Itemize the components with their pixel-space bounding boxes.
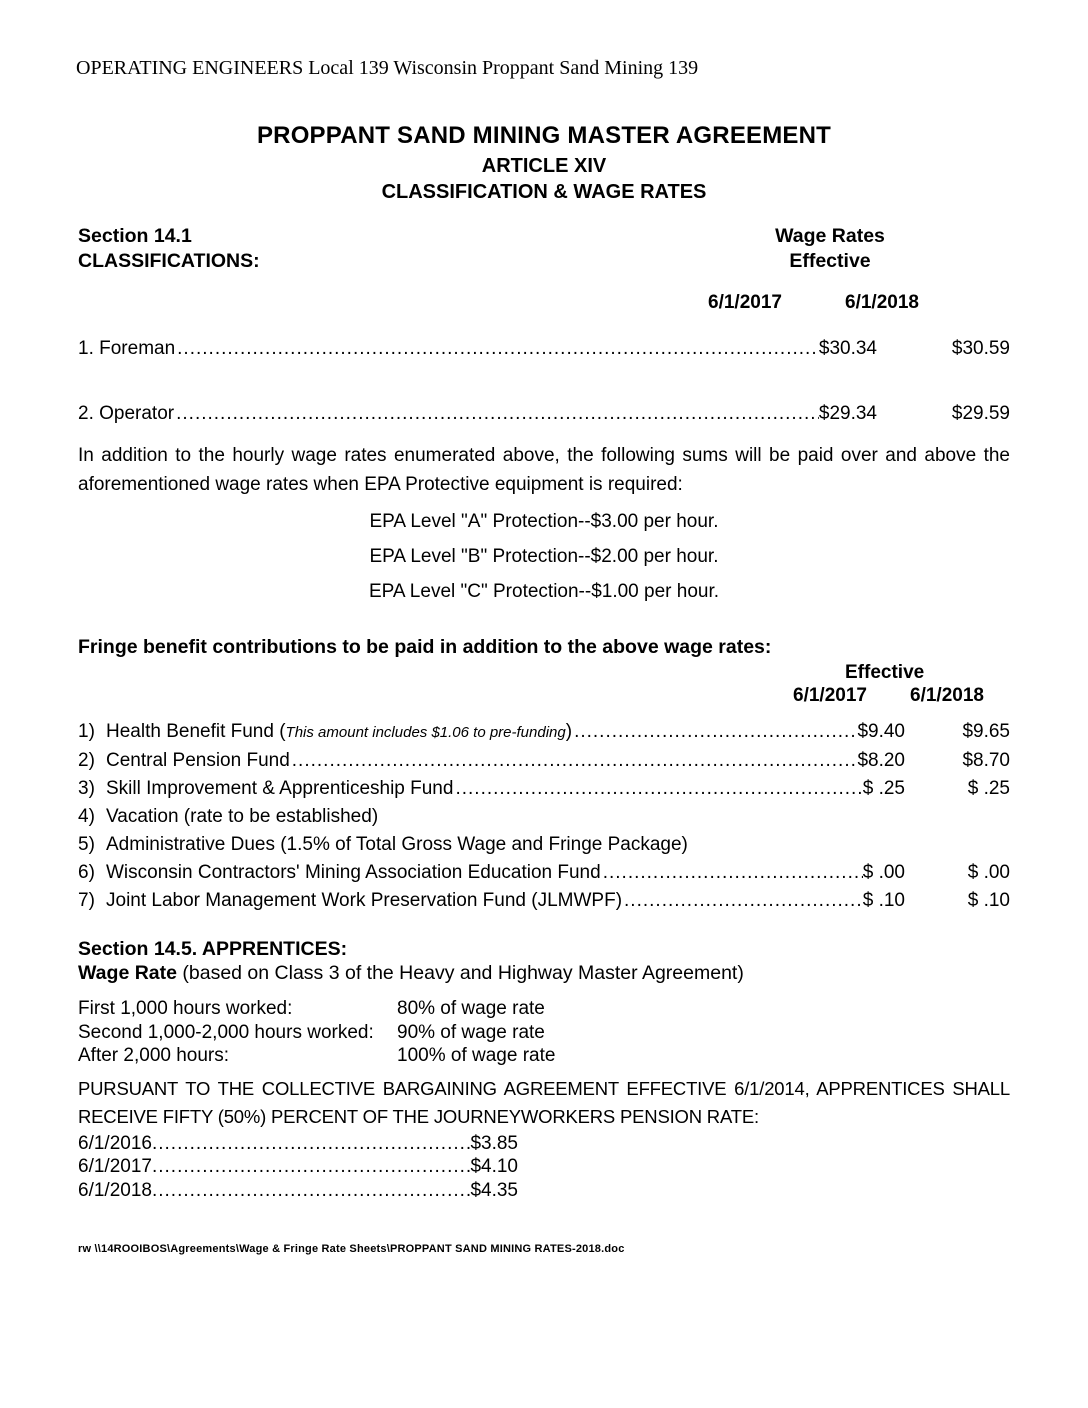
fringe-heading: Fringe benefit contributions to be paid in addition to the above wage rates:	[78, 636, 772, 658]
wage-rate-line: Wage Rate (based on Class 3 of the Heavy and Highway Master Agreement)	[78, 962, 744, 984]
classification-label: 1. Foreman	[78, 338, 176, 359]
item-label: Central Pension Fund	[106, 750, 290, 771]
item-number: 1)	[78, 721, 95, 742]
schedule-value: 100% of wage rate	[397, 1045, 556, 1066]
wage-rates-label: Wage Rates	[775, 225, 885, 247]
rate-2017: $29.34	[818, 403, 877, 424]
fringe-column-header-2018: 6/1/2018	[910, 685, 984, 706]
apprentice-schedule	[78, 997, 555, 1068]
item-note: This amount includes $1.06 to pre-funding	[285, 724, 566, 741]
list-item	[78, 831, 1010, 859]
column-header-2017: 6/1/2017	[708, 292, 782, 313]
epa-intro-paragraph: In addition to the hourly wage rates enumerated above, the following sums will be paid over and above the aforementioned wage rates when EPA Protective equipment is required:	[78, 445, 1010, 495]
dot-leader	[574, 718, 857, 746]
rate-2017: $9.40	[857, 721, 905, 742]
item-label: Vacation (rate to be established)	[106, 806, 379, 827]
item-number: 5)	[78, 834, 95, 855]
dot-leader	[176, 400, 819, 428]
schedule-label: First 1,000 hours worked:	[78, 998, 293, 1019]
section-14-1-label: Section 14.1	[78, 225, 192, 247]
dot-leader	[152, 1132, 470, 1155]
schedule-label: After 2,000 hours:	[78, 1045, 230, 1066]
rate-2018: $29.59	[951, 403, 1010, 424]
dot-leader	[152, 1179, 470, 1202]
rate-2018: $ .25	[967, 778, 1010, 799]
item-label: Health Benefit Fund (This amount includes $1.06 to pre-funding)	[106, 721, 573, 742]
effective-label: Effective	[789, 250, 871, 272]
rate-2017: $ .10	[862, 890, 905, 911]
dot-leader	[603, 859, 863, 887]
footer-file-path: rw \\14ROOIBOS\Agreements\Wage & Fringe Rate Sheets\PROPPANT SAND MINING RATES-2018.doc	[78, 1243, 625, 1255]
rate-2018: $30.59	[951, 338, 1010, 359]
document-header: OPERATING ENGINEERS Local 139 Wisconsin Proppant Sand Mining 139	[76, 57, 699, 79]
fringe-effective-label: Effective	[845, 662, 925, 683]
dot-leader	[177, 335, 819, 363]
epa-level-c: EPA Level "C" Protection--$1.00 per hour.	[368, 581, 720, 602]
dot-leader	[292, 747, 858, 775]
pension-rate: $4.10	[470, 1156, 518, 1178]
rate-2017: $ .00	[862, 862, 905, 883]
item-number: 7)	[78, 890, 95, 911]
item-number: 2)	[78, 750, 95, 771]
table-row	[78, 1044, 555, 1068]
list-item	[78, 718, 1010, 747]
section-14-1-heading	[78, 224, 260, 274]
title-block	[0, 121, 1088, 205]
pension-date: 6/1/2016	[78, 1133, 152, 1154]
schedule-label: Second 1,000-2,000 hours worked:	[78, 1021, 374, 1043]
pension-date: 6/1/2018	[78, 1179, 152, 1201]
list-item	[78, 887, 1010, 915]
fringe-column-header-2017: 6/1/2017	[793, 685, 867, 706]
pension-date: 6/1/2017	[78, 1156, 152, 1178]
rate-2017: $30.34	[818, 338, 877, 359]
table-row	[78, 1155, 518, 1178]
fringe-items-list	[78, 718, 1010, 915]
item-label: Wisconsin Contractors' Mining Association Education Fund	[106, 862, 601, 883]
table-row	[78, 997, 555, 1021]
schedule-value: 90% of wage rate	[397, 1021, 545, 1043]
pension-rate-list	[78, 1132, 518, 1202]
rate-2017: $8.20	[857, 750, 905, 771]
item-label: Skill Improvement & Apprenticeship Fund	[106, 778, 454, 799]
rate-2018: $ .10	[967, 890, 1010, 911]
section-14-5-label: Section 14.5. APPRENTICES:	[78, 938, 348, 960]
pursuant-paragraph: PURSUANT TO THE COLLECTIVE BARGAINING AGREEMENT EFFECTIVE 6/1/2014, APPRENTICES SHALL RECEIVE FIFTY (50%) PERCENT OF THE JOURNEYWORKERS PENSION RATE:	[78, 1078, 1010, 1127]
wage-rates-effective-heading	[705, 224, 955, 274]
epa-level-a: EPA Level "A" Protection--$3.00 per hour.	[369, 511, 719, 532]
table-row	[78, 1132, 518, 1155]
section-14-5-heading	[78, 937, 744, 985]
pension-rate: $4.35	[470, 1179, 518, 1201]
table-row	[78, 400, 1010, 428]
dot-leader	[152, 1155, 470, 1178]
epa-level-b: EPA Level "B" Protection--$2.00 per hour.	[369, 546, 719, 567]
list-item	[78, 859, 1010, 887]
rate-2018: $8.70	[962, 750, 1010, 771]
article-subtitle: CLASSIFICATION & WAGE RATES	[381, 181, 707, 203]
table-row	[78, 1021, 555, 1045]
classifications-label: CLASSIFICATIONS:	[78, 250, 260, 272]
item-number: 3)	[78, 778, 95, 799]
list-item	[78, 803, 1010, 831]
article-heading: ARTICLE XIV	[481, 155, 607, 177]
item-label: Joint Labor Management Work Preservation Fund (JLMWPF)	[106, 890, 623, 911]
document-title: PROPPANT SAND MINING MASTER AGREEMENT	[256, 122, 832, 149]
classification-label: 2. Operator	[78, 403, 175, 424]
item-number: 6)	[78, 862, 95, 883]
item-label: Administrative Dues (1.5% of Total Gross Wage and Fringe Package)	[106, 834, 688, 855]
pension-rate: $3.85	[470, 1133, 518, 1154]
list-item	[78, 747, 1010, 775]
rate-2018: $9.65	[962, 721, 1010, 742]
table-row	[78, 1179, 518, 1202]
column-header-2018: 6/1/2018	[845, 292, 919, 313]
dot-leader	[624, 887, 863, 915]
rate-2017: $ .25	[862, 778, 905, 799]
item-number: 4)	[78, 806, 95, 827]
list-item	[78, 775, 1010, 803]
table-row	[78, 335, 1010, 363]
schedule-value: 80% of wage rate	[397, 998, 545, 1019]
rate-2018: $ .00	[967, 862, 1010, 883]
dot-leader	[455, 775, 862, 803]
